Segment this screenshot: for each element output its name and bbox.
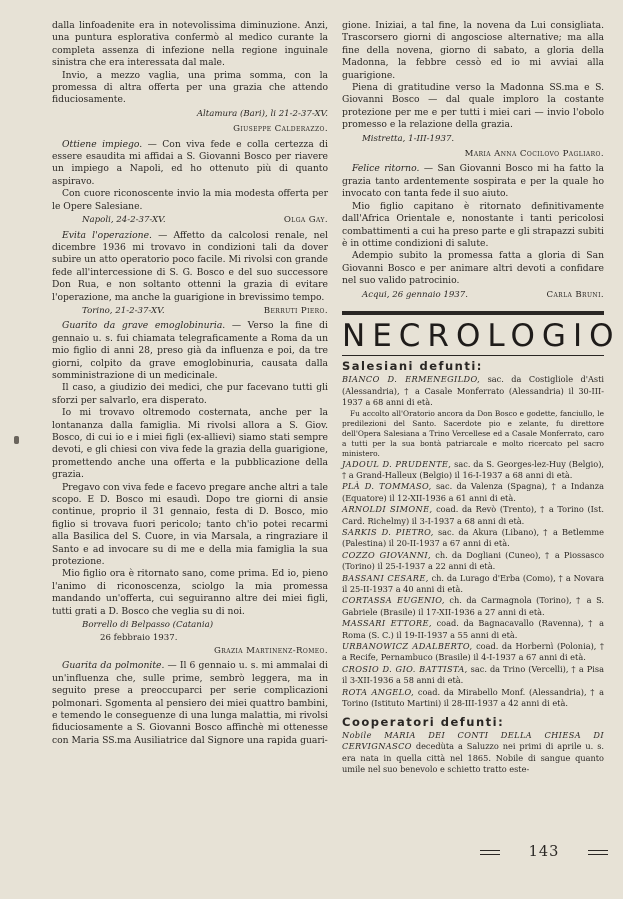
grace-title: Guarito da grave emoglobinuria. — [62, 320, 226, 332]
signature-line — [52, 214, 328, 226]
obituary-text: sac. da Akura (Libano), † a Betlemme (Palestina) il 20-II-1937 a 67 anni di età. — [342, 527, 604, 549]
obituary-text: coad. da Mirabello Monf. (Alessandria), † a Torino (Istituto Martini) il 28-III-1937 a 42 anni di età. — [342, 686, 604, 709]
obituary-entry — [342, 641, 604, 664]
obituary-note: Fu accolto all'Oratorio ancora da Don Bosco e godette, fanciullo, le predilezioni del Santo. Sacerdote pio e zelante, fu direttore dell'Opera Salesiana a Trino Vercellese ed a Casale Monferrato, caro a tutti per la sua bontà patriarcale e molto ricercato pel sacro ministero. — [342, 408, 604, 458]
paragraph: Piena di gratitudine verso la Madonna SS.ma e S. Giovanni Bosco — dal quale imploro la costante protezione per me e per tutti i miei cari — invio l'obolo promesso e la relazione della grazia. — [342, 82, 604, 131]
cooperator-text: decedùta a Saluzzo nei primi di aprile u. s. era nata in quella città nel 1865. Nobile di sangue quanto umile nel suo benevolo e schietto tratto este- — [342, 741, 604, 775]
obituary-text: ch. da Dogliani (Cuneo), † a Piossasco (Torino) il 25-I-1937 a 22 anni di età. — [342, 549, 604, 572]
grace-title: Evita l'operazione. — [62, 229, 152, 241]
signature-name: Berruti Piero. — [263, 305, 328, 316]
signature-place: Acqui, 26 gennaio 1937. — [362, 289, 468, 300]
signature-place: Napoli, 24-2-37-XV. — [82, 215, 166, 226]
signature-name: Giuseppe Calderazzo. — [233, 124, 328, 135]
obituary-text: sac. da S. Georges-lez-Huy (Belgio), † a Grand-Halleux (Belgio) il 16-I-1937 a 68 anni di età. — [342, 458, 605, 480]
obituary-name: ARNOLDI SIMONE, — [342, 504, 433, 515]
obituary-name: CORTASSA EUGENIO, — [342, 595, 445, 606]
paragraph: Adempio subito la promessa fatta a gloria di San Giovanni Bosco e per animare altri devoti a confidare nel suo valido patrocinio. — [342, 250, 604, 287]
obituary-name: MASSARI ETTORE, — [342, 618, 432, 629]
signature-place: Mistretta, 1-III-1937. — [362, 133, 455, 144]
signature-name: Grazia Martinenz-Romeo. — [214, 645, 328, 656]
grace-text: — Il 6 gennaio u. s. mi ammalai di un'influenza che, sulle prime, sembrò leggera, ma in seguito prese a preoccuparci per serie complicazioni polmonari. Sgomenta al pensiero dei miei quattro bambini, e temendo le conseguenze di una lunga malattia, mi rivolsi fiduciosamente a S. Giovanni Bosco affinchè mi ottenesse con Maria SS.ma Ausiliatrice dal Signore una rapida guari- — [52, 660, 328, 746]
signature-line — [342, 289, 604, 301]
obituary-text: sac. da Valenza (Spagna), † a Indanza (Equatore) il 12-XII-1936 a 61 anni di età. — [342, 481, 604, 503]
grace-text: — Verso la fine di gennaio u. s. fui chiamata telegraficamente a Roma da un mio figlio di anni 28, preso già da influenza e poi, da tre giorni, colpito da grave emoglobinuria, causata dalla somministrazione di un medicinale. — [52, 320, 328, 381]
grace-title: Felice ritorno. — [352, 163, 420, 175]
obituary-name: URBANOWICZ ADALBERTO, — [342, 641, 473, 652]
grace-paragraph — [52, 320, 328, 382]
obituary-name: BASSANI CESARE, — [342, 572, 429, 583]
obituary-name: CROSIO D. GIO. BATTISTA, — [342, 663, 468, 674]
obituary-text: coad. da Horbernì (Polonia), † a Recife, Pernambuco (Brasile) il 4-I-1937 a 67 anni di età. — [342, 641, 604, 663]
obituary-entry — [342, 481, 604, 504]
paragraph: Io mi trovavo oltremodo costernata, anche per la lontananza dalla famiglia. Mi rivolsi allora a S. Giov. Bosco, di cui io e i miei figli (ex-allievi) siamo stati sempre devoti, e gli chiesi con viva fede la grazia della guarigione, promettendo anche una offerta e la pubblicazione della grazia. — [52, 407, 328, 481]
obituary-entry — [342, 664, 604, 687]
obituary-entry — [342, 618, 604, 641]
obituary-text: ch. da Carmagnola (Torino), † a S. Gabriele (Brasile) il 17-XII-1936 a 27 anni di età. — [342, 595, 604, 617]
grace-paragraph — [52, 139, 328, 189]
salesiani-heading: Salesiani defunti: — [342, 358, 483, 373]
grace-title: Guarita da polmonite. — [62, 660, 165, 672]
right-column — [342, 20, 621, 776]
obituary-entry — [342, 573, 604, 596]
signature-date: 26 febbraio 1937. — [100, 632, 178, 643]
signature-name: Maria Anna Cocilovo Pagliaro. — [464, 149, 604, 160]
obituary-entry — [342, 459, 604, 482]
obituary-name: ROTA ANGELO, — [342, 686, 415, 697]
obituary-text: coad. da Revò (Trento), † a Torino (Ist. Card. Richelmy) il 3-I-1937 a 68 anni di età. — [342, 504, 604, 526]
grace-text: — Affetto da calcolosi renale, nel dicembre 1936 mi trovavo in condizioni tali da dover subire un atto operatorio poco facile. Mi rivolsi con grande fede all'intercessione di S. G. Bosco e del suo successore Don Rua, e non soltanto ottenni la grazia di evitare l'operazione, ma anche la guarigione in brevissimo tempo. — [52, 229, 328, 303]
paragraph: gione. Iniziai, a tal fine, la novena da Lui consigliata. Trascorsero giorni di angosciose alternative; ma alla fine della novena, giorno di sabato, a gloria della Madonna, la febbre cessò ed io mi avviai alla guarigione. — [342, 20, 604, 81]
grace-paragraph — [52, 660, 328, 747]
signature-line — [52, 632, 328, 644]
cooperatori-heading: Cooperatori defunti: — [342, 714, 505, 729]
cooperator-entry — [342, 730, 604, 776]
obituary-entry — [342, 595, 604, 618]
signature-place: Torino, 21-2-37-XV. — [82, 305, 165, 316]
paragraph: Il caso, a giudizio dei medici, che pur facevano tutti gli sforzi per salvarlo, era disperato. — [52, 382, 328, 406]
grace-text: — San Giovanni Bosco mi ha fatto la grazia tanto ardentemente sospirata e per la quale ho invocato con tanta fede il suo aiuto. — [342, 163, 605, 200]
paragraph: Invio, a mezzo vaglia, una prima somma, con la promessa di altra offerta per una grazia che attendo fiduciosamente. — [52, 69, 328, 106]
obituary-name: SARKIS D. PIETRO, — [342, 527, 434, 537]
footer-ornament — [480, 850, 500, 855]
grace-paragraph — [342, 163, 604, 200]
margin-mark — [14, 436, 19, 444]
left-column — [52, 20, 328, 747]
signature-name: Olga Gay. — [283, 215, 328, 226]
obituary-entry — [342, 374, 604, 408]
obituary-list — [342, 374, 604, 709]
paragraph: Con cuore riconoscente invio la mia modesta offerta per le Opere Salesiane. — [52, 188, 328, 212]
signature-line — [52, 123, 328, 135]
paragraph: dalla linfoadenite era in notevolissima diminuzione. Anzi, una puntura esplorativa confermò al medico curante la completa assenza di infezione nella regione inguinale sinistra che era interessata dal male. — [52, 20, 328, 69]
signature-line — [342, 148, 604, 160]
obituary-name: BIANCO D. ERMENEGILDO, — [342, 374, 481, 385]
signature-line — [52, 645, 328, 657]
page-footer — [480, 844, 608, 860]
signature-line — [52, 619, 328, 631]
obituary-text: sac. da Costigliole d'Asti (Alessandria), † a Casale Monferrato (Alessandria) il 30-III-1937 a 68 anni di età. — [342, 374, 604, 408]
obituary-text: ch. da Lurago d'Erba (Como), † a Novara il 25-II-1937 a 40 anni di età. — [342, 572, 604, 595]
obituary-text: coad. da Bagnacavallo (Ravenna), † a Roma (S. C.) il 19-II-1937 a 55 anni di età. — [342, 618, 605, 640]
signature-line — [52, 108, 328, 120]
grace-paragraph — [52, 230, 328, 304]
paragraph: Mio figlio ora è ritornato sano, come prima. Ed io, pieno l'animo di riconoscenza, sciolgo la mia promessa mandando un'offerta, cui seguiranno altre dei miei figli, tutti grati a D. Bosco che veglia su di noi. — [52, 568, 328, 617]
signature-line — [342, 133, 604, 145]
obituary-name: PLÀ D. TOMMASO, — [342, 481, 432, 492]
obituary-entry — [342, 504, 604, 527]
obituary-name: COZZO GIOVANNI, — [342, 549, 432, 560]
signature-name: Carla Bruni. — [546, 289, 604, 300]
grace-title: Ottiene impiego. — [62, 138, 143, 150]
obituary-text: sac. da Trino (Vercelli), † a Pisa il 3-XII-1936 a 58 anni di età. — [342, 663, 604, 686]
signature-line — [52, 305, 328, 317]
obituary-name: JADOUL D. PRUDENTE, — [342, 458, 452, 469]
paragraph: Mio figlio capitano è ritornato definitivamente dall'Africa Orientale e, nonostante i tanti pericolosi combattimenti a cui ha preso parte e gli strapazzi subiti è in ottime condizioni di salute. — [342, 200, 604, 249]
footer-ornament — [588, 850, 608, 855]
page-number: 143 — [528, 844, 560, 860]
obituary-entry — [342, 687, 604, 710]
grace-text: — Con viva fede e colla certezza di essere esaudita mi affidai a S. Giovanni Bosco per riavere un impiego a Napoli, ed ho ottenuto più di quanto aspiravo. — [52, 138, 328, 187]
obituary-entry — [342, 550, 604, 573]
paragraph: Pregavo con viva fede e facevo pregare anche altri a tale scopo. E D. Bosco mi esaudì. Dopo tre giorni di ansie continue, proprio il 31 gennaio, festa di D. Bosco, mio figlio si trovava fuori pericolo; tanto ch'io potei recarmi alla Basilica del S. Cuore, in via Marsala, a ringraziare il Santo e ad invocare su di me e della mia famiglia la sua protezione. — [52, 481, 328, 568]
cooperator-name: Nobile MARIA DEI CONTI DELLA CHIESA DI CERVIGNASCO — [342, 729, 604, 752]
obituary-entry — [342, 527, 604, 550]
signature-place: Altamura (Bari), li 21-2-37-XV. — [196, 108, 328, 119]
signature-place: Borrello di Belpasso (Catania) — [82, 620, 214, 631]
necrologio-title: NECROLOGIO — [342, 311, 604, 356]
